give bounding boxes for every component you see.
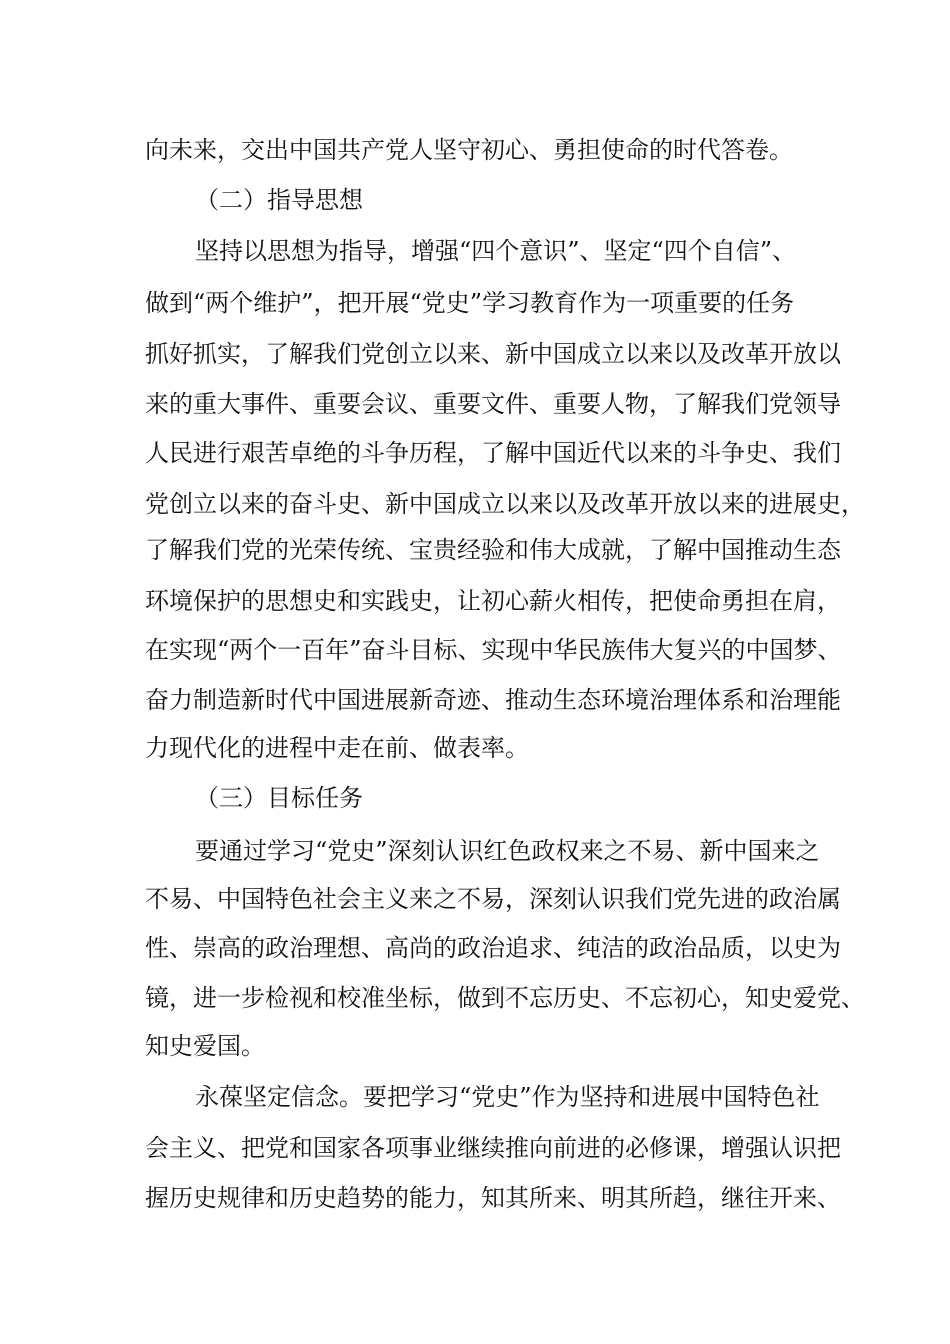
text-line: 会主义、把党和国家各项事业继续推向前进的必修课，增强认识把 xyxy=(145,1134,841,1162)
text-line: 性、崇高的政治理想、高尚的政治追求、纯洁的政治品质，以史为 xyxy=(145,934,841,962)
text-line: 奋力制造新时代中国进展新奇迹、推动生态环境治理体系和治理能 xyxy=(145,686,841,714)
text-line: 知史爱国。 xyxy=(145,1032,265,1060)
text-line: 不易、中国特色社会主义来之不易，深刻认识我们党先进的政治属 xyxy=(145,885,841,913)
text-line: 来的重大事件、重要会议、重要文件、重要人物，了解我们党领导 xyxy=(145,390,841,418)
text-line: 人民进行艰苦卓绝的斗争历程，了解中国近代以来的斗争史、我们 xyxy=(145,439,841,467)
section-heading: （二）指导思想 xyxy=(195,186,363,214)
text-line: 握历史规律和历史趋势的能力，知其所来、明其所趋，继往开来、 xyxy=(145,1184,841,1212)
text-line: 在实现“两个一百年”奋斗目标、实现中华民族伟大复兴的中国梦、 xyxy=(145,636,842,664)
text-line: 力现代化的进程中走在前、做表率。 xyxy=(145,734,529,762)
text-line: 要通过学习“党史”深刻认识红色政权来之不易、新中国来之 xyxy=(195,837,820,865)
text-line: 了解我们党的光荣传统、宝贵经验和伟大成就，了解中国推动生态 xyxy=(145,536,841,564)
section-heading: （三）目标任务 xyxy=(195,784,363,812)
text-line: 永葆坚定信念。要把学习“党史”作为坚持和进展中国特色社 xyxy=(195,1083,820,1111)
text-line: 党创立以来的奋斗史、新中国成立以来以及改革开放以来的进展史， xyxy=(145,490,865,518)
text-line: 环境保护的思想史和实践史，让初心薪火相传，把使命勇担在肩， xyxy=(145,587,841,615)
text-line: 抓好抓实，了解我们党创立以来、新中国成立以来以及改革开放以 xyxy=(145,340,841,368)
text-line: 向未来，交出中国共产党人坚守初心、勇担使命的时代答卷。 xyxy=(145,136,793,164)
text-line: 做到“两个维护”，把开展“党史”学习教育作为一项重要的任务 xyxy=(145,289,795,317)
text-line: 坚持以思想为指导，增强“四个意识”、坚定“四个自信”、 xyxy=(195,237,797,265)
text-line: 镜，进一步检视和校准坐标，做到不忘历史、不忘初心，知史爱党、 xyxy=(145,984,865,1012)
